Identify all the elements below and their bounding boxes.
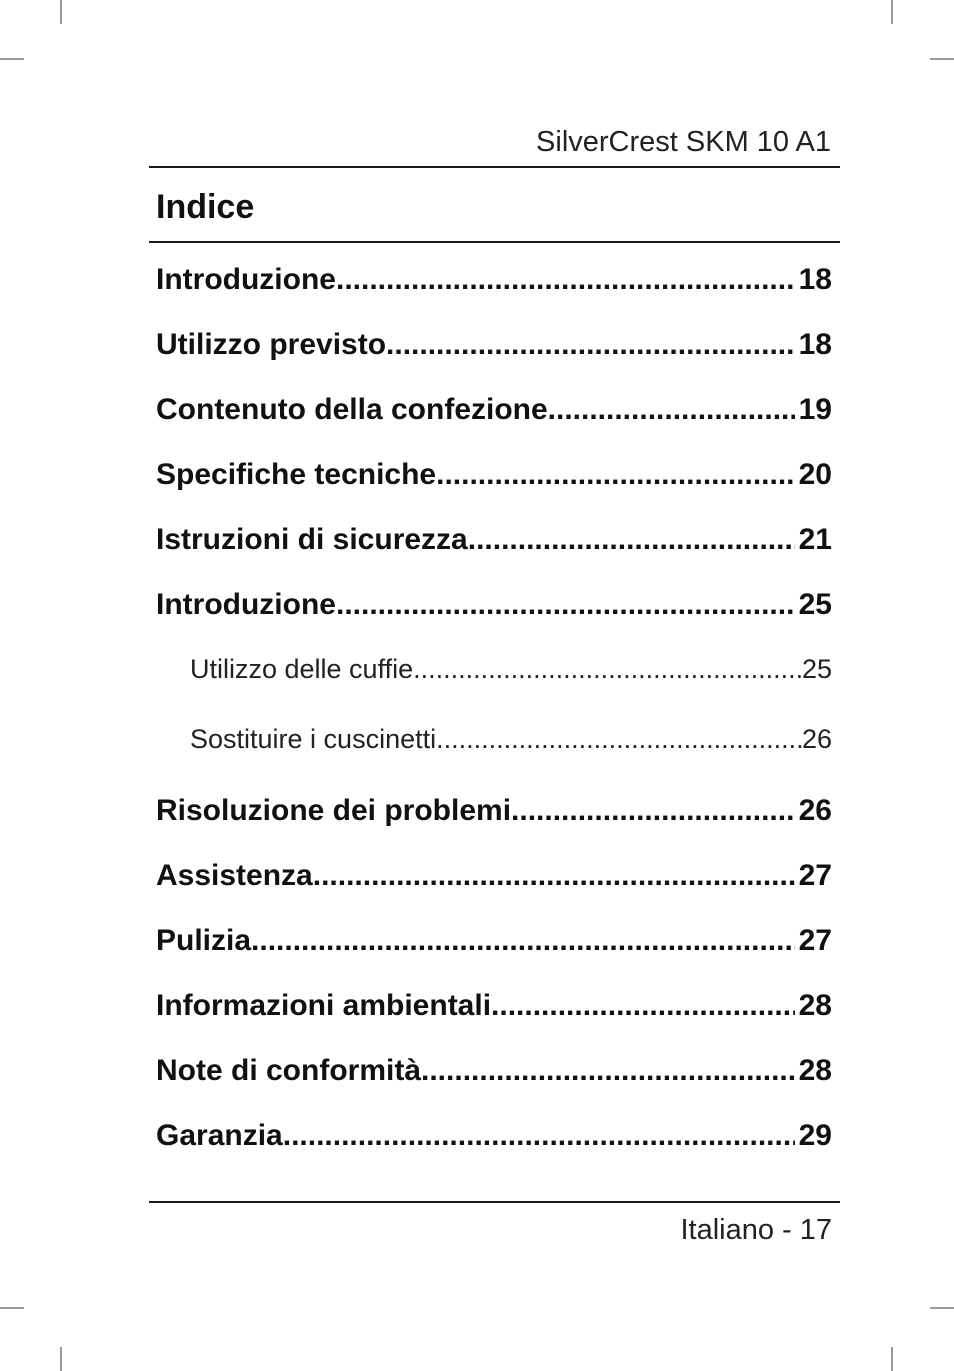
dot-leader xyxy=(436,717,802,761)
footer-rule xyxy=(149,1201,840,1203)
dot-leader xyxy=(511,789,795,833)
toc-entry[interactable] xyxy=(156,1093,832,1158)
toc-entry-page: 21 xyxy=(798,523,832,556)
toc-entry[interactable] xyxy=(156,963,832,1028)
dot-leader xyxy=(386,323,795,367)
toc-entry-label: Informazioni ambientali xyxy=(156,989,492,1022)
dot-leader xyxy=(251,919,795,963)
toc-entry-page: 26 xyxy=(798,794,832,827)
toc-entry-page: 18 xyxy=(798,328,832,361)
toc-entry[interactable] xyxy=(156,898,832,963)
toc-entry-label: Risoluzione dei problemi xyxy=(156,794,512,827)
toc-entry-page: 29 xyxy=(798,1119,832,1152)
toc-entry[interactable] xyxy=(156,432,832,497)
page-title: Indice xyxy=(156,188,255,226)
toc-entry[interactable] xyxy=(156,1028,832,1093)
toc-entry-page: 25 xyxy=(798,588,832,621)
dot-leader xyxy=(313,854,795,898)
toc-entry-label: Garanzia xyxy=(156,1119,283,1152)
toc-entry[interactable] xyxy=(156,258,832,302)
toc-entry-label: Note di conformità xyxy=(156,1054,422,1087)
toc-entry-page: 27 xyxy=(798,924,832,957)
toc-entry-label: Pulizia xyxy=(156,924,252,957)
toc-entry-label: Sostituire i cuscinetti xyxy=(190,724,437,754)
dot-leader xyxy=(436,453,795,497)
toc-entry-page: 20 xyxy=(798,458,832,491)
toc-entry-label: Utilizzo previsto xyxy=(156,328,387,361)
toc-entry-label: Specifiche tecniche xyxy=(156,458,437,491)
toc-entry[interactable] xyxy=(156,833,832,898)
dot-leader xyxy=(421,1049,795,1093)
crop-mark-bottom-right xyxy=(930,1307,954,1309)
table-of-contents xyxy=(156,258,832,1158)
dot-leader xyxy=(336,583,795,627)
crop-mark-top-right xyxy=(891,0,893,24)
toc-entry-page: 25 xyxy=(801,654,832,684)
toc-entry[interactable] xyxy=(156,562,832,627)
toc-entry-page: 26 xyxy=(801,724,832,754)
toc-subentry[interactable] xyxy=(156,691,832,761)
toc-entry-label: Introduzione xyxy=(156,263,336,296)
toc-entry-label: Utilizzo delle cuffie xyxy=(190,654,414,684)
dot-leader xyxy=(468,518,795,562)
toc-entry[interactable] xyxy=(156,367,832,432)
dot-leader xyxy=(336,258,795,302)
page-footer: Italiano - 17 xyxy=(680,1214,832,1246)
dot-leader xyxy=(283,1114,795,1158)
toc-entry[interactable] xyxy=(156,497,832,562)
crop-mark-top-left xyxy=(0,58,24,60)
toc-entry-page: 28 xyxy=(798,989,832,1022)
toc-entry[interactable] xyxy=(156,761,832,833)
crop-mark-bottom-left xyxy=(60,1347,62,1371)
toc-entry[interactable] xyxy=(156,302,832,367)
toc-entry-page: 19 xyxy=(798,393,832,426)
dot-leader xyxy=(491,984,795,1028)
toc-entry-label: Contenuto della confezione xyxy=(156,393,548,426)
toc-entry-page: 28 xyxy=(798,1054,832,1087)
toc-entry-label: Assistenza xyxy=(156,859,313,892)
running-header: SilverCrest SKM 10 A1 xyxy=(536,126,831,158)
toc-entry-page: 18 xyxy=(798,263,832,296)
crop-mark-bottom-left xyxy=(0,1307,24,1309)
toc-entry-label: Introduzione xyxy=(156,588,336,621)
dot-leader xyxy=(413,647,802,691)
crop-mark-bottom-right xyxy=(891,1347,893,1371)
toc-entry-page: 27 xyxy=(798,859,832,892)
toc-entry-label: Istruzioni di sicurezza xyxy=(156,523,468,556)
crop-mark-top-right xyxy=(930,58,954,60)
dot-leader xyxy=(548,388,795,432)
header-rule xyxy=(149,166,840,168)
toc-subentry[interactable] xyxy=(156,627,832,691)
crop-mark-top-left xyxy=(60,0,62,24)
title-rule xyxy=(149,241,840,243)
